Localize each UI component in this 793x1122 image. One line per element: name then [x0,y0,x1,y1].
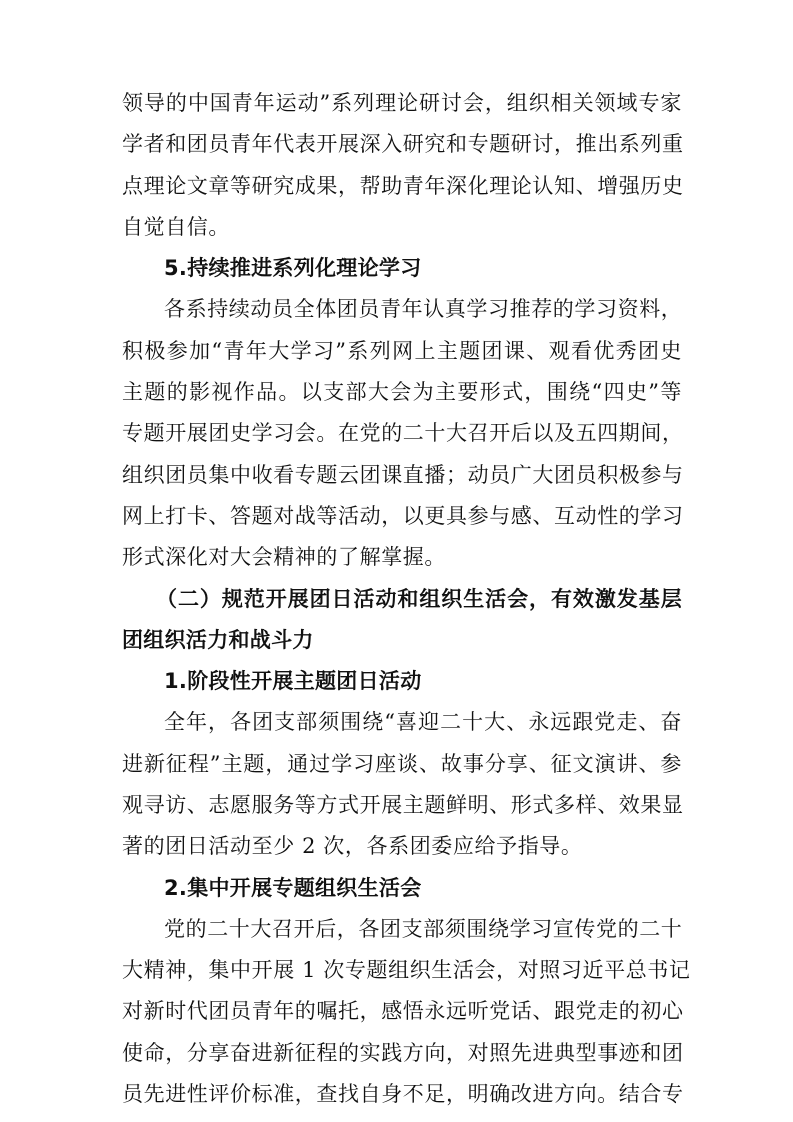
paragraph-line: 对新时代团员青年的嘱托，感悟永远听党话、跟党走的初心 [122,999,684,1023]
paragraph-line: 点理论文章等研究成果，帮助青年深化理论认知、增强历史 [122,174,684,198]
paragraph-line: 领导的中国青年运动”系列理论研讨会，组织相关领域专家 [122,91,682,115]
section-heading: （二）规范开展团日活动和组织生活会，有效激发基层 [156,587,682,611]
section-heading: 5.持续推进系列化理论学习 [164,256,422,280]
paragraph-line: 专题开展团史学习会。在党的二十大召开后以及五四期间， [122,421,684,445]
paragraph-line: 大精神，集中开展 1 次专题组织生活会，对照习近平总书记 [122,958,691,982]
paragraph-line: 党的二十大召开后，各团支部须围绕学习宣传党的二十 [164,917,683,941]
paragraph-line: 学者和团员青年代表开展深入研究和专题研讨，推出系列重 [122,132,684,156]
subsection-heading: 1.阶段性开展主题团日活动 [164,669,422,693]
paragraph-line: 形式深化对大会精神的了解掌握。 [122,545,446,569]
paragraph-line: 主题的影视作品。以支部大会为主要形式，围绕“四史”等 [122,380,682,404]
paragraph-line: 著的团日活动至少 2 次，各系团委应给予指导。 [122,834,583,858]
paragraph-line: 组织团员集中收看专题云团课直播；动员广大团员积极参与 [122,463,684,487]
paragraph-line: 网上打卡、答题对战等活动，以更具参与感、互动性的学习 [122,504,684,528]
paragraph-line: 使命，分享奋进新征程的实践方向，对照先进典型事迹和团 [122,1041,684,1065]
paragraph-line: 员先进性评价标准，查找自身不足，明确改进方向。结合专 [122,1082,684,1106]
subsection-heading: 2.集中开展专题组织生活会 [164,876,422,900]
paragraph-line: 自觉自信。 [122,215,230,239]
paragraph-line: 观寻访、志愿服务等方式开展主题鲜明、形式多样、效果显 [122,793,684,817]
paragraph-line: 进新征程”主题，通过学习座谈、故事分享、征文演讲、参 [122,752,682,776]
paragraph-line: 积极参加“青年大学习”系列网上主题团课、观看优秀团史 [122,339,682,363]
paragraph-line: 各系持续动员全体团员青年认真学习推荐的学习资料， [164,297,683,321]
section-heading: 团组织活力和战斗力 [122,628,314,652]
paragraph-line: 全年，各团支部须围绕“喜迎二十大、永远跟党走、奋 [164,710,682,734]
